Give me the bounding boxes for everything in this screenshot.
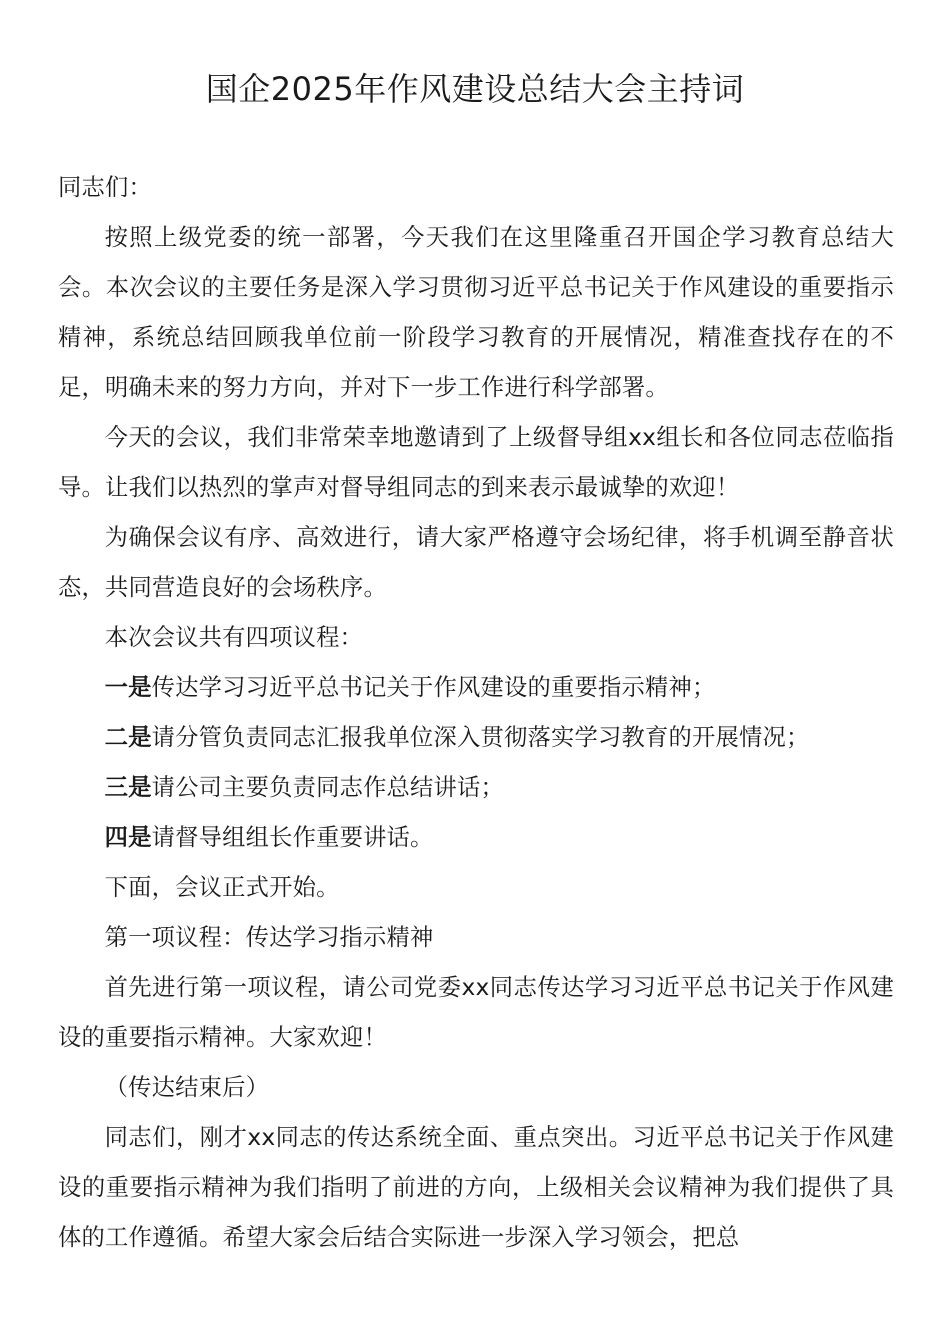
item1-paragraph: 首先进行第一项议程，请公司党委xx同志传达学习习近平总书记关于作风建设的重要指示精神。大家欢迎！: [58, 974, 894, 1051]
salutation: 同志们：: [58, 174, 152, 201]
agenda-item-prefix: 一是: [104, 674, 152, 701]
start-line: 下面，会议正式开始。: [104, 874, 340, 901]
document-body: [58, 163, 894, 1263]
agenda-item-text: 请公司主要负责同志作总结讲话；: [151, 774, 505, 801]
agenda-item-prefix: 四是: [104, 824, 152, 851]
agenda-item-text: 传达学习习近平总书记关于作风建设的重要指示精神；: [151, 674, 716, 701]
agenda-item-4: [58, 813, 894, 863]
agenda-item-prefix: 三是: [104, 774, 152, 801]
discipline-paragraph: 为确保会议有序、高效进行，请大家严格遵守会场纪律，将手机调至静音状态，共同营造良好的会场秩序。: [58, 524, 894, 601]
document-title: 国企2025年作风建设总结大会主持词: [205, 70, 745, 108]
item1-summary: 同志们，刚才xx同志的传达系统全面、重点突出。习近平总书记关于作风建设的重要指示精神为我们指明了前进的方向，上级相关会议精神为我们提供了具体的工作遵循。希望大家会后结合实际进一步深入学习领会，把总: [58, 1124, 894, 1251]
item1-heading: 第一项议程：传达学习指示精神: [104, 924, 434, 951]
agenda-item-text: 请分管负责同志汇报我单位深入贯彻落实学习教育的开展情况；: [151, 724, 810, 751]
guests-paragraph: 今天的会议，我们非常荣幸地邀请到了上级督导组xx组长和各位同志莅临指导。让我们以热烈的掌声对督导组同志的到来表示最诚挚的欢迎！: [58, 424, 894, 501]
intro-paragraph: 按照上级党委的统一部署，今天我们在这里隆重召开国企学习教育总结大会。本次会议的主要任务是深入学习贯彻习近平总书记关于作风建设的重要指示精神，系统总结回顾我单位前一阶段学习教育的开展情况，精准查找存在的不足，明确未来的努力方向，并对下一步工作进行科学部署。: [58, 224, 894, 401]
agenda-intro: 本次会议共有四项议程：: [104, 624, 364, 651]
agenda-item-text: 请督导组组长作重要讲话。: [151, 824, 434, 851]
agenda-item-3: [58, 763, 894, 813]
item1-after-note: （传达结束后）: [104, 1074, 270, 1101]
agenda-item-2: [58, 713, 894, 763]
agenda-item-1: [58, 663, 894, 713]
agenda-item-prefix: 二是: [104, 724, 152, 751]
